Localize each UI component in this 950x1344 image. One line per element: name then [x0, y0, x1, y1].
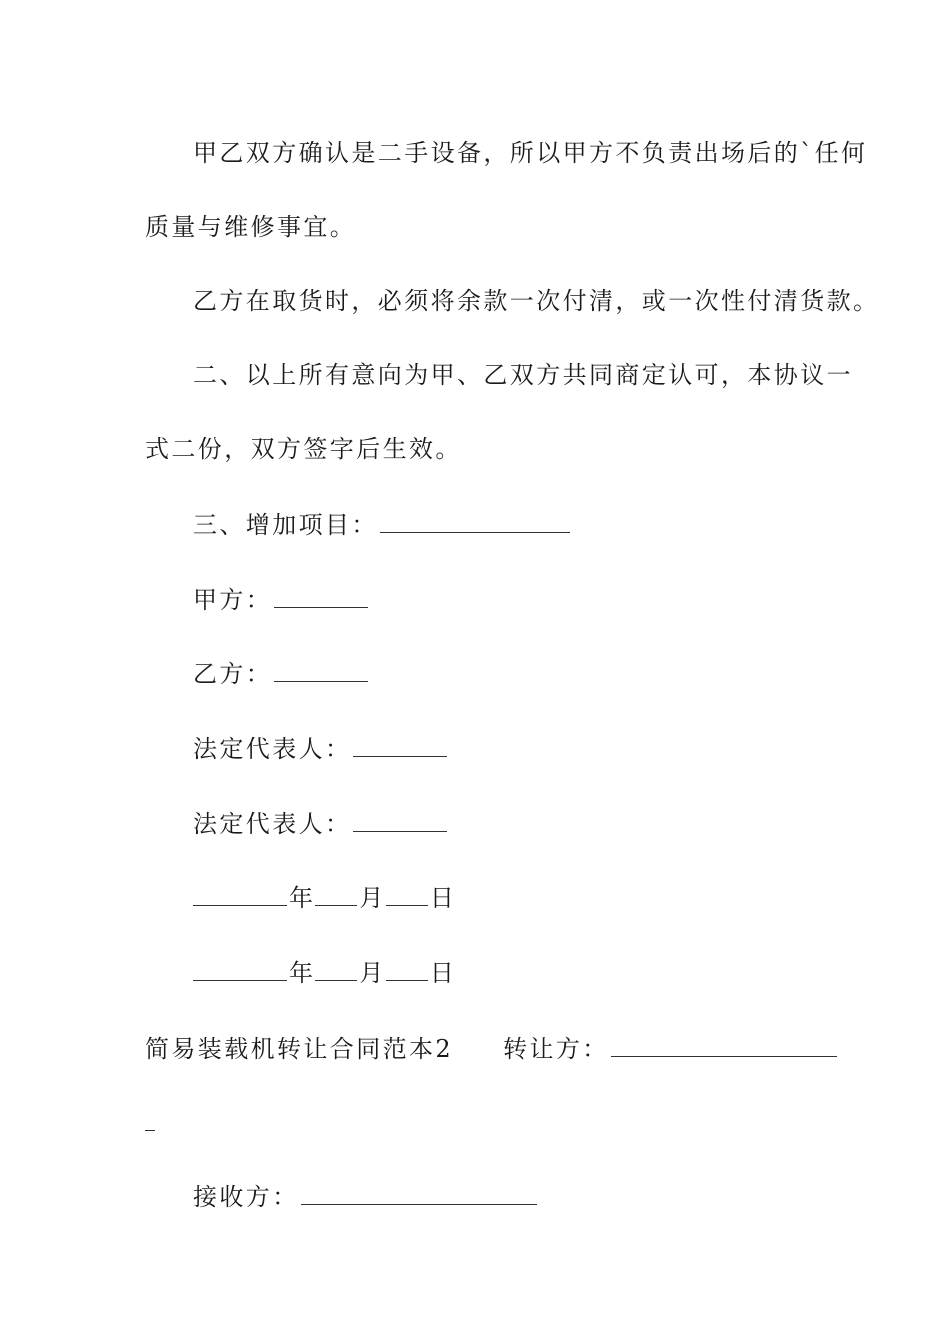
date-1-day-blank[interactable]	[386, 883, 428, 906]
date-2-year-label: 年	[289, 959, 316, 987]
section-2-header-row	[145, 1034, 837, 1064]
date-1-month-label: 月	[359, 884, 386, 912]
legal-rep-1-blank[interactable]	[353, 734, 447, 757]
legal-rep-2-blank[interactable]	[353, 809, 447, 832]
party-a-label: 甲方：	[193, 586, 273, 614]
transferor-blank[interactable]	[611, 1034, 837, 1057]
party-a-row	[193, 585, 368, 615]
date-1-month-blank[interactable]	[315, 883, 357, 906]
paragraph-agreement-validity-line1: 二、以上所有意向为甲、乙双方共同商定认可，本协议一	[193, 361, 853, 389]
date-row-2	[193, 958, 456, 988]
section-2-title: 简易装载机转让合同范本2	[145, 1035, 454, 1063]
paragraph-payment-terms: 乙方在取货时，必须将余款一次付清，或一次性付清货款。	[193, 287, 880, 315]
extra-items-label: 三、增加项目：	[193, 511, 378, 539]
date-1-year-blank[interactable]	[193, 883, 287, 906]
date-row-1	[193, 883, 456, 913]
date-1-year-label: 年	[289, 884, 316, 912]
receiver-label: 接收方：	[193, 1183, 299, 1211]
party-a-blank[interactable]	[274, 585, 368, 608]
paragraph-agreement-validity-line2: 式二份，双方签字后生效。	[145, 435, 462, 463]
legal-rep-1-label: 法定代表人：	[193, 735, 352, 763]
receiver-blank[interactable]	[301, 1182, 537, 1205]
date-2-month-label: 月	[359, 959, 386, 987]
party-b-blank[interactable]	[274, 659, 368, 682]
extra-items-blank[interactable]	[380, 510, 570, 533]
transferor-blank-continuation	[145, 1130, 155, 1131]
extra-items-row	[193, 510, 570, 540]
date-2-year-blank[interactable]	[193, 958, 287, 981]
legal-rep-1-row	[193, 734, 447, 764]
date-2-day-blank[interactable]	[386, 958, 428, 981]
legal-rep-2-label: 法定代表人：	[193, 810, 352, 838]
transferor-label: 转让方：	[503, 1035, 609, 1063]
paragraph-equipment-condition-line1: 甲乙双方确认是二手设备，所以甲方不负责出场后的`任何	[193, 139, 868, 167]
date-1-day-label: 日	[429, 884, 457, 912]
date-2-month-blank[interactable]	[315, 958, 357, 981]
receiver-row	[193, 1182, 537, 1212]
party-b-row	[193, 659, 368, 689]
party-b-label: 乙方：	[193, 660, 273, 688]
date-2-day-label: 日	[429, 959, 457, 987]
legal-rep-2-row	[193, 809, 447, 839]
paragraph-equipment-condition-line2: 质量与维修事宜。	[145, 213, 357, 241]
